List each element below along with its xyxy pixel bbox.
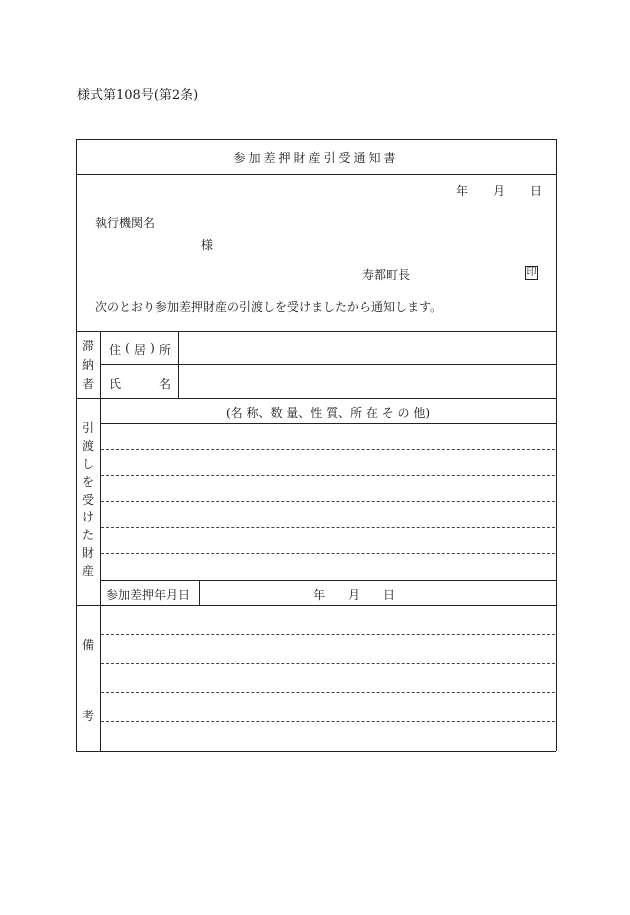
property-label-char: を xyxy=(81,474,94,489)
address-label-char: 住 xyxy=(109,343,122,357)
remarks-label-top: 備 xyxy=(82,638,95,652)
remarks-field[interactable] xyxy=(101,606,555,750)
property-label-char: 産 xyxy=(81,564,94,578)
remarks-label-bottom: 考 xyxy=(82,709,95,723)
address-label-char: ) xyxy=(150,341,155,355)
table-border-right xyxy=(556,139,557,751)
property-label-char: け xyxy=(81,510,94,525)
property-label-char: 渡 xyxy=(81,438,94,453)
form-title: 参加差押財産引受通知書 xyxy=(233,151,399,165)
table-border-top xyxy=(76,139,556,140)
address-field[interactable] xyxy=(179,332,555,363)
title-row-divider xyxy=(76,174,556,175)
property-columns-header: (名 称、数 量、性 質、所 在 そ の 他) xyxy=(225,406,431,420)
property-label-char: た xyxy=(81,528,94,543)
address-label-char: ( xyxy=(125,341,130,355)
seizure-date-label: 参加差押年月日 xyxy=(106,588,191,602)
seizure-date-day: 日 xyxy=(383,588,396,602)
agency-name-label: 執行機関名 xyxy=(95,216,156,230)
sender-name: 寿都町長 xyxy=(362,268,411,282)
delinquent-label-char: 納 xyxy=(81,358,94,372)
honorific-label: 様 xyxy=(201,238,214,252)
name-label xyxy=(109,375,171,392)
property-section-label xyxy=(77,422,99,577)
name-label-char: 名 xyxy=(158,377,171,391)
property-label-char: 引 xyxy=(81,421,94,435)
delinquent-section-label xyxy=(77,340,99,390)
table-border-bottom xyxy=(76,751,556,752)
delinquent-label-char: 滞 xyxy=(81,339,94,353)
seizure-date-field[interactable] xyxy=(200,581,555,604)
property-entry-area[interactable] xyxy=(101,424,555,579)
address-label xyxy=(109,341,171,358)
name-field[interactable] xyxy=(179,365,555,397)
delinquent-section-divider xyxy=(76,398,556,399)
date-month-label: 月 xyxy=(493,184,506,198)
property-label-char: 財 xyxy=(81,546,94,561)
delinquent-label-char: 者 xyxy=(81,377,94,391)
form-number: 様式第108号(第2条) xyxy=(77,88,199,103)
seizure-date-year: 年 xyxy=(313,588,326,602)
name-label-char: 氏 xyxy=(109,377,122,391)
property-label-char: し xyxy=(81,456,94,471)
address-label-char: 居 xyxy=(133,343,146,357)
address-label-char: 所 xyxy=(158,343,171,357)
date-year-label: 年 xyxy=(456,184,469,198)
property-label-char: 受 xyxy=(81,492,94,507)
notice-text: 次のとおり参加差押財産の引渡しを受けましたから通知します。 xyxy=(95,300,443,314)
seizure-date-month: 月 xyxy=(348,588,361,602)
date-day-label: 日 xyxy=(530,184,543,198)
seal-mark: 印 xyxy=(526,267,537,278)
